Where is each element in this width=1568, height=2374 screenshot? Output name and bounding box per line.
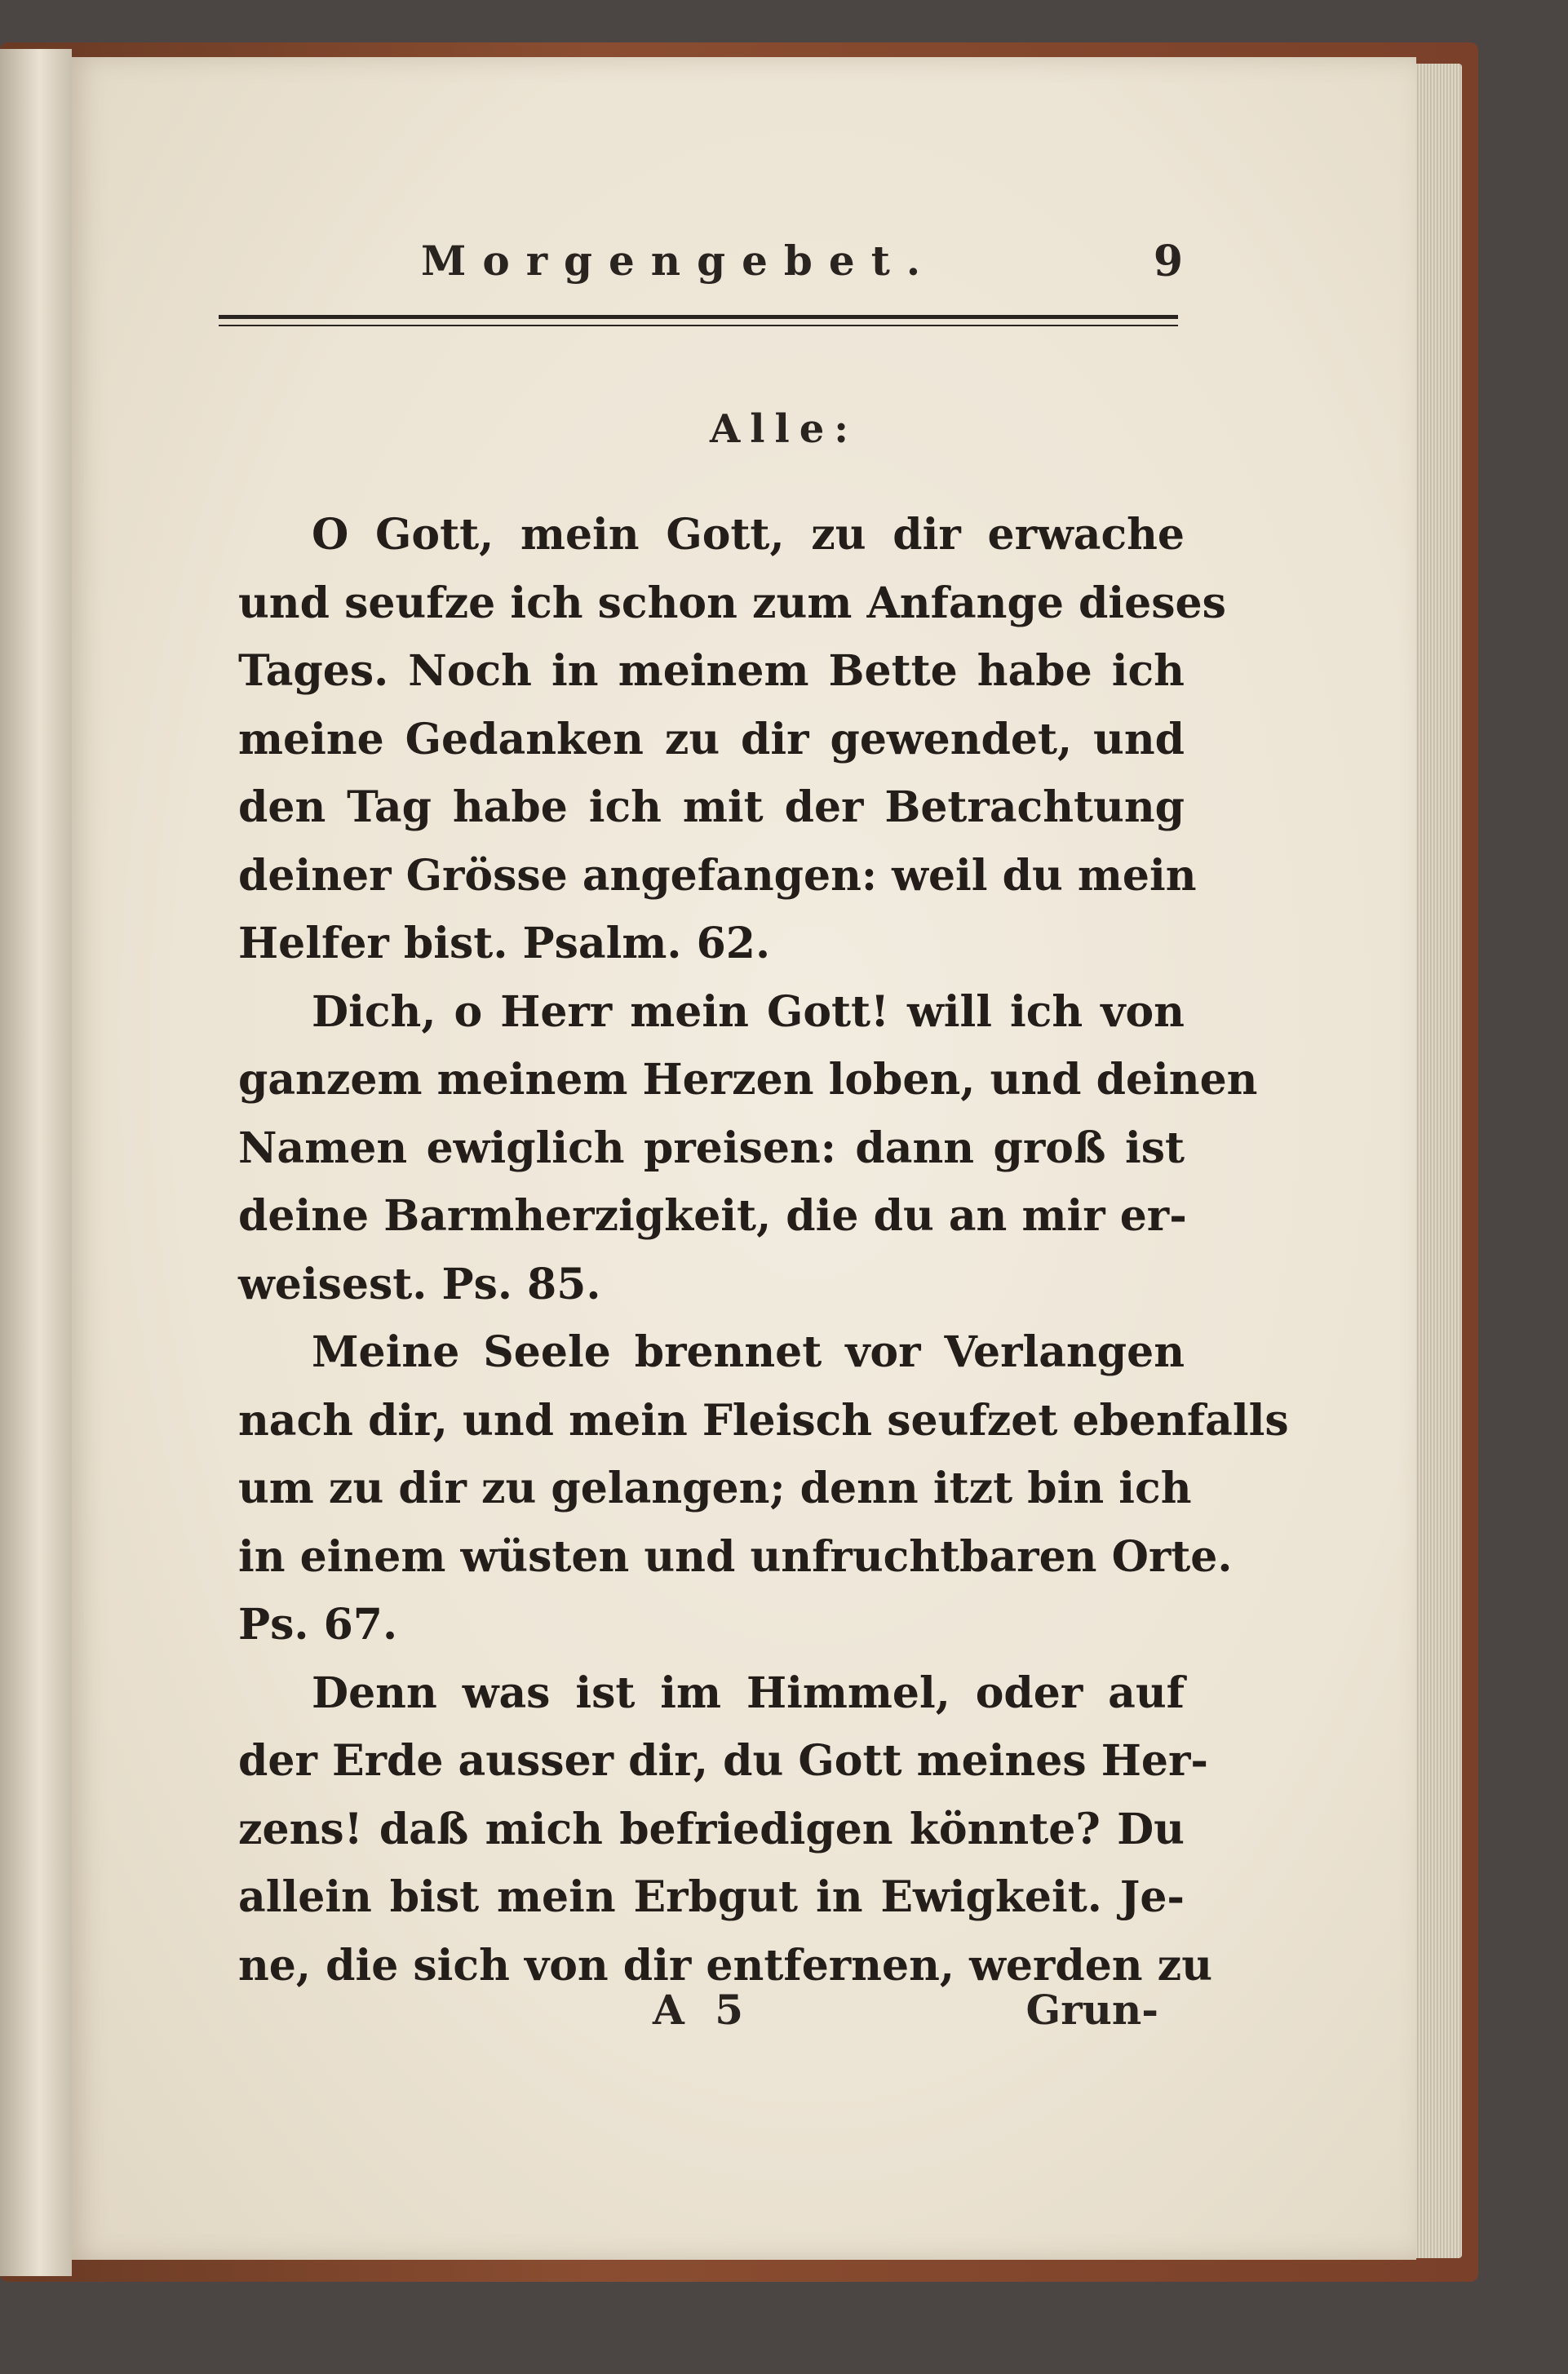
catchword: Grun- bbox=[1025, 1986, 1158, 2034]
text-line: den Tag habe ich mit der Betrachtung bbox=[238, 782, 1185, 832]
text-line: und seufze ich schon zum Anfange dieses bbox=[238, 578, 1226, 628]
running-title: Morgengebet. bbox=[421, 237, 937, 285]
text-line: deiner Grösse angefangen: weil du mein bbox=[238, 850, 1197, 901]
text-line: zens! daß mich befriedigen könnte? Du bbox=[238, 1804, 1185, 1854]
page-number: 9 bbox=[1153, 237, 1183, 286]
text-line: um zu dir zu gelangen; denn itzt bin ich bbox=[238, 1464, 1192, 1513]
text-line: in einem wüsten und unfruchtbaren Orte. bbox=[238, 1531, 1233, 1582]
text-line: meine Gedanken zu dir gewendet, und bbox=[238, 714, 1185, 764]
header-rule bbox=[219, 315, 1178, 326]
text-line: Helfer bist. Psalm. 62. bbox=[238, 919, 771, 968]
text-line: Meine Seele brennet vor Verlangen bbox=[312, 1327, 1185, 1377]
text-line: allein bist mein Erbgut in Ewigkeit. Je- bbox=[238, 1872, 1185, 1922]
text-line: Dich, o Herr mein Gott! will ich von bbox=[312, 986, 1185, 1037]
text-line: Ps. 67. bbox=[238, 1600, 398, 1650]
facing-page-edge bbox=[0, 49, 72, 2276]
text-line: O Gott, mein Gott, zu dir erwache bbox=[312, 510, 1185, 560]
prayer-text bbox=[238, 501, 1289, 2000]
text-line: Namen ewiglich preisen: dann groß ist bbox=[238, 1123, 1185, 1173]
text-line: der Erde ausser dir, du Gott meines Her- bbox=[238, 1736, 1208, 1786]
signature-mark: A 5 bbox=[653, 1986, 751, 2034]
text-line: nach dir, und mein Fleisch seufzet ebenfalls bbox=[238, 1395, 1289, 1446]
speaker-heading: Alle: bbox=[710, 406, 858, 452]
text-line: Tages. Noch in meinem Bette habe ich bbox=[238, 646, 1185, 696]
text-line: ne, die sich von dir entfernen, werden zu bbox=[238, 1940, 1213, 1991]
text-line: weisest. Ps. 85. bbox=[238, 1259, 601, 1309]
text-line: deine Barmherzigkeit, die du an mir er- bbox=[238, 1191, 1187, 1241]
text-line: ganzem meinem Herzen loben, und deinen bbox=[238, 1055, 1258, 1105]
text-line: Denn was ist im Himmel, oder auf bbox=[312, 1668, 1185, 1718]
running-head bbox=[383, 237, 1183, 302]
